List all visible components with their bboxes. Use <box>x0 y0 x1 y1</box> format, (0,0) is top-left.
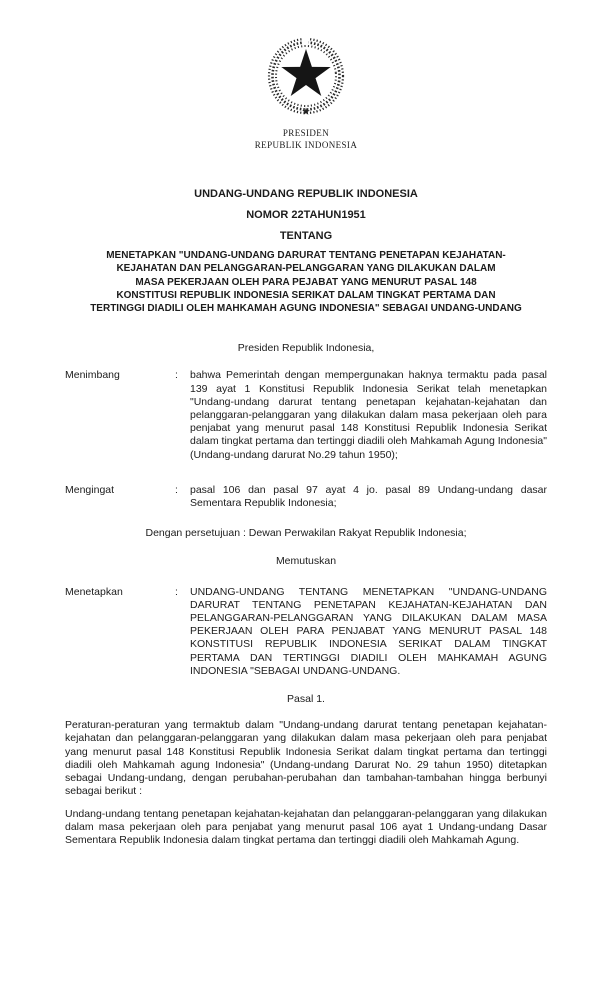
law-subject <box>65 249 547 315</box>
org-line-republik-indonesia: REPUBLIK INDONESIA <box>254 139 358 150</box>
mengingat-label: Mengingat <box>65 483 115 496</box>
subject-line: KONSTITUSI REPUBLIK INDONESIA SERIKAT DALAM TINGKAT PERTAMA DAN <box>116 289 496 301</box>
subject-line: KEJAHATAN DAN PELANGGARAN-PELANGGARAN YANG DILAKUKAN DALAM <box>116 263 496 275</box>
subject-line: MASA PEKERJAAN OLEH PARA PEJABAT YANG MENURUT PASAL 148 <box>135 276 477 288</box>
article-paragraph-2: Undang-undang tentang penetapan kejahatan-kejahatan dan pelanggaran-pelanggaran yang dilakukan dalam masa pekerjaan oleh para penjabat yang menurut pasal 106 ayat 1 Undang-undang Dasar Sementara Republik Indonesia dalam tingkat pertama dan tertinggi diadili oleh Mahkamah Agung. <box>65 807 547 846</box>
menimbang-separator: : <box>175 369 178 382</box>
menetapkan-clause <box>65 586 547 678</box>
subject-line: MENETAPKAN "UNDANG-UNDANG DARURAT TENTANG PENETAPAN KEJAHATAN- <box>106 250 506 262</box>
law-title-line1: UNDANG-UNDANG REPUBLIK INDONESIA <box>194 188 418 201</box>
agreement-line: Dengan persetujuan : Dewan Perwakilan Rakyat Republik Indonesia; <box>145 527 467 540</box>
tentang-line: TENTANG <box>279 230 333 243</box>
law-number-line: NOMOR 22TAHUN1951 <box>246 209 366 222</box>
article-paragraph-1: Peraturan-peraturan yang termaktub dalam "Undang-undang darurat tentang penetapan kejahatan-kejahatan dan pelanggaran-pelanggaran yang dilakukan dalam masa pekerjaan oleh para penjabat yang menurut pasal 148 Konstitusi Republik Indonesia Serikat dalam tingkat pertama dan tertinggi diadili oleh Mahkamah agung Indonesia" (Undang-undang Darurat No. 29 tahun 1950) ditetapkan sebagai Undang-undang, dengan perubahan-perubahan dan tambahan-tambahan hingga berbunyi sebagai berikut : <box>65 719 547 798</box>
org-line-presiden: PRESIDEN <box>282 128 330 139</box>
letterhead <box>65 38 547 151</box>
menimbang-label: Menimbang <box>65 369 120 382</box>
menetapkan-label: Menetapkan <box>65 585 123 598</box>
law-title <box>65 184 547 247</box>
menetapkan-separator: : <box>175 585 178 598</box>
state-emblem-icon <box>259 38 353 120</box>
menimbang-text: bahwa Pemerintah dengan mempergunakan haknya termaktu pada pasal 139 ayat 1 Konstitusi Republik Indonesia Serikat telah menetapkan "Undang-undang darurat tentang penetapan kejahatan-kejahatan dan pelanggaran-pelanggaran yang dilakukan dalam masa pekerjaan oleh para penjabat yang menurut pasal 148 Konstitusi Republik Indonesia Serikat dalam tingkat pertama dan tertinggi diadili oleh Mahkamah Agung Indonesia" (Undang-undang darurat No.29 tahun 1950); <box>190 369 547 461</box>
decision-heading: Memutuskan <box>275 555 337 568</box>
menimbang-clause <box>65 369 547 461</box>
article-heading: Pasal 1. <box>287 693 325 706</box>
mengingat-separator: : <box>175 483 178 496</box>
subject-line: TERTINGGI DIADILI OLEH MAHKAMAH AGUNG INDONESIA" SEBAGAI UNDANG-UNDANG <box>90 303 522 315</box>
star-icon <box>281 49 330 96</box>
menetapkan-text: UNDANG-UNDANG TENTANG MENETAPKAN "UNDANG-UNDANG DARURAT TENTANG PENETAPAN KEJAHATAN-KEJAHATAN DAN PELANGGARAN-PELANGGARAN YANG DILAKUKAN DALAM MASA PEKERJAAN OLEH PARA PENJABAT YANG MENURUT PASAL 148 KONSTITUSI REPUBLIK INDONESIA SERIKAT DALAM TINGKAT PERTAMA DAN TERTINGGI DIADILI OLEH MAHKAMAH AGUNG INDONESIA "SEBAGAI UNDANG-UNDANG. <box>190 585 547 677</box>
opening-line: Presiden Republik Indonesia, <box>237 342 375 355</box>
mengingat-text: pasal 106 dan pasal 97 ayat 4 jo. pasal 89 Undang-undang dasar Sementara Republik Indonesia; <box>190 483 547 510</box>
mengingat-clause <box>65 484 547 510</box>
